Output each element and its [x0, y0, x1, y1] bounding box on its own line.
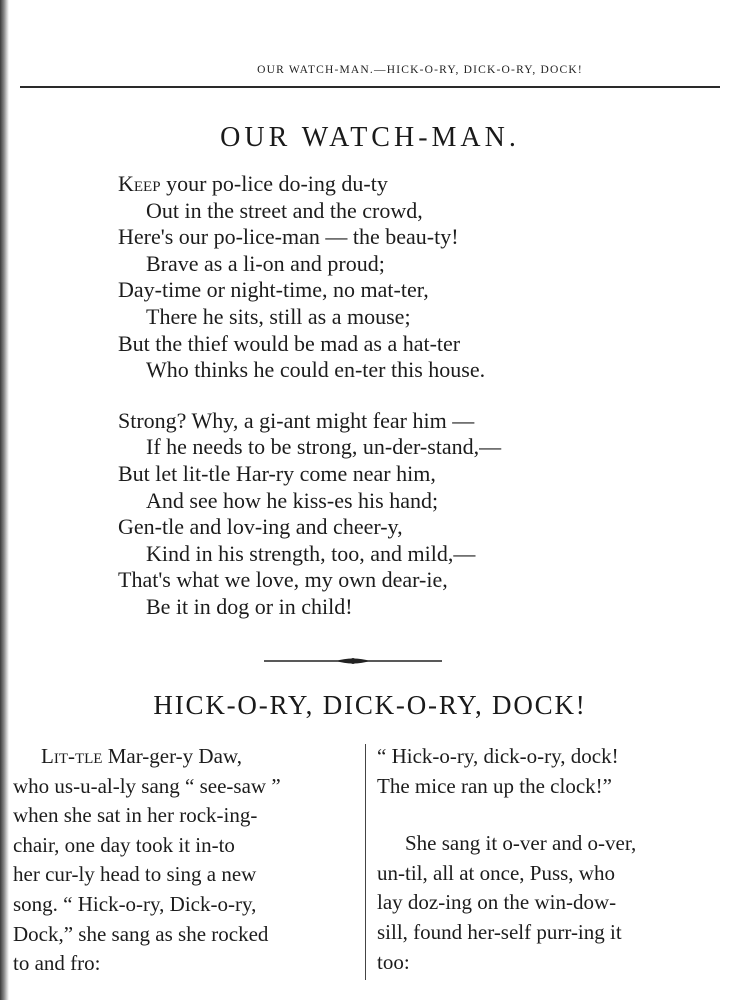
story-line: “ Hick-o-ry, dick-o-ry, dock!	[377, 744, 619, 768]
story-line: un-til, all at once, Puss, who	[377, 860, 615, 885]
poem-line: Brave as a li-on and proud;	[146, 250, 385, 276]
stanza-gap	[118, 384, 501, 408]
story-line: to and fro:	[13, 951, 101, 976]
poem-title: OUR WATCH-MAN.	[220, 122, 520, 153]
story-line: She sang it o-ver and o-ver,	[405, 831, 637, 856]
poem-line: Who thinks he could en-ter this house.	[146, 357, 486, 383]
poem-line: Here's our po-lice-man — the beau-ty!	[118, 224, 459, 250]
paragraph-gap	[377, 801, 723, 829]
story-line: Dock,” she sang as she rocked	[13, 921, 269, 946]
story-line: Lit-tle Mar-ger-y Daw,	[41, 744, 242, 768]
story-line: too:	[377, 949, 410, 974]
story-right-column	[377, 742, 723, 977]
poem-line: Day-time or night-time, no mat-ter,	[118, 277, 429, 303]
section-ornament	[264, 656, 442, 666]
story-line: who us-u-al-ly sang “ see-saw ”	[13, 773, 281, 798]
story-title: HICK-O-RY, DICK-O-RY, DOCK!	[153, 690, 587, 720]
poem-line: If he needs to be strong, un-der-stand,—	[146, 434, 502, 460]
poem-line: There he sits, still as a mouse;	[146, 303, 411, 329]
story-line: song. “ Hick-o-ry, Dick-o-ry,	[13, 891, 257, 916]
poem-line: That's what we love, my own dear-ie,	[118, 567, 448, 593]
poem-line: Gen-tle and lov-ing and cheer-y,	[118, 514, 403, 540]
poem-line: Out in the street and the crowd,	[146, 197, 423, 223]
header-rule	[20, 86, 720, 88]
story-line: chair, one day took it in-to	[13, 832, 235, 857]
story-line: when she sat in her rock-ing-	[13, 803, 258, 828]
poem-line: But the thief would be mad as a hat-ter	[118, 330, 461, 356]
drop-word: Lit-tle	[41, 744, 103, 768]
story-line: sill, found her-self purr-ing it	[377, 919, 622, 944]
poem-line: Kind in his strength, too, and mild,—	[146, 540, 476, 566]
poem-line: Keep your po-lice do-ing du-ty	[118, 171, 388, 196]
poem-line: And see how he kiss-es his hand;	[146, 487, 439, 513]
story-line: her cur-ly head to sing a new	[13, 862, 257, 887]
story-line: lay doz-ing on the win-dow-	[377, 890, 617, 915]
poem-line: Be it in dog or in child!	[146, 593, 353, 619]
story-line: The mice ran up the clock!”	[377, 773, 612, 798]
column-divider	[365, 744, 366, 980]
poem-body	[118, 171, 501, 621]
poem-line: Strong? Why, a gi-ant might fear him —	[118, 407, 475, 433]
poem-line: But let lit-tle Har-ry come near him,	[118, 460, 436, 486]
running-head: OUR WATCH-MAN.—HICK-O-RY, DICK-O-RY, DOCK!	[257, 64, 583, 76]
story-left-column	[13, 742, 361, 979]
drop-word: Keep	[118, 171, 161, 196]
